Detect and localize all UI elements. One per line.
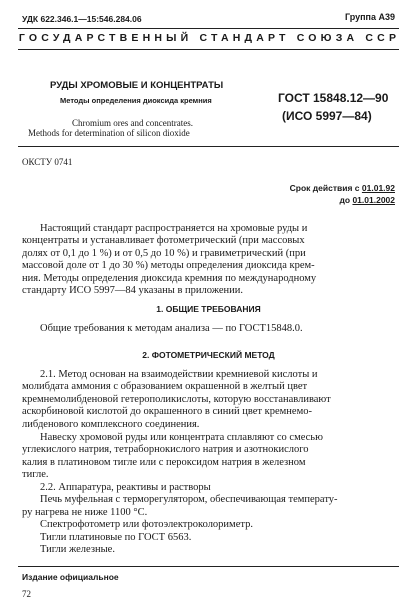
validity-end-label: до (339, 195, 351, 205)
okstu-code: ОКСТУ 0741 (22, 157, 73, 167)
gost-number: ГОСТ 15848.12—90 (278, 91, 389, 105)
page-number: 72 (22, 589, 31, 599)
method-line: аскорбиновой кислотой до окрашенного в синий цвет кремнемо- (22, 406, 312, 418)
validity-end-date: 01.01.2002 (352, 195, 395, 205)
method-line: молибдата аммония с образованием окрашенной в желтый цвет (22, 381, 308, 393)
method-line: 2.1. Метод основан на взаимодействии кремниевой кислоты и (40, 369, 318, 380)
sample-line: Навеску хромовой руды или концентрата сплавляют со смесью (40, 432, 323, 443)
intro-line: Настоящий стандарт распространяется на хромовые руды и (40, 223, 308, 234)
equipment-item: Печь муфельная с терморегулятором, обеспечивающая температу- (40, 494, 338, 506)
method-line: либденового комплексного соединения. (22, 418, 200, 430)
iso-number: (ИСО 5997—84) (282, 109, 372, 123)
subtitle-russian: Методы определения диоксида кремния (60, 96, 212, 105)
section1-paragraph (22, 323, 397, 335)
validity-start-label: Срок действия с (289, 183, 360, 193)
sample-line: углекислого натрия, тетраборнокислого натрия и азотнокислого (22, 444, 309, 456)
udk-code: УДК 622.346.1—15:546.284.06 (22, 14, 142, 24)
equipment-item: Тигли платиновые по ГОСТ 6563. (40, 531, 192, 543)
method-line: кремнемолибденовой гетерополикислоты, которую восстанавливают (22, 393, 331, 405)
section1-heading: 1. ОБЩИЕ ТРЕБОВАНИЯ (156, 304, 261, 314)
intro-line: концентраты и устанавливает фотометрический (при массовых (22, 235, 305, 247)
intro-line: ния. Методы определения диоксида кремния по международному (22, 272, 317, 284)
title-english-line1: Chromium ores and concentrates. (72, 118, 193, 128)
equipment-item: Тигли железные. (40, 544, 115, 556)
intro-line: массовой доле от 1 до 30 %) методы определения диоксида крем- (22, 260, 315, 272)
footer-rule (18, 566, 399, 567)
group-code: Группа А39 (344, 12, 395, 22)
official-edition-label: Издание официальное (22, 572, 119, 582)
section1-text: Общие требования к методам анализа — по ГОСТ15848.0. (40, 323, 303, 334)
equipment-item: ру нагрева не ниже 1100 °С. (22, 506, 148, 518)
validity-start-date: 01.01.92 (361, 183, 395, 193)
title-divider (18, 146, 399, 147)
sample-line: тигле. (22, 469, 49, 481)
sample-line: калия в платиновом тигле или с пероксидом натрия в железном (22, 456, 306, 468)
state-standard-banner: ГОСУДАРСТВЕННЫЙ СТАНДАРТ СОЮЗА ССР (18, 32, 401, 44)
validity-end (339, 195, 395, 205)
equipment-subheading: 2.2. Аппаратура, реактивы и растворы (40, 482, 211, 493)
validity-start (290, 183, 395, 193)
equipment-item: Спектрофотометр или фотоэлектроколориметр. (40, 519, 253, 531)
header-rule-top (18, 28, 399, 29)
header-rule-bottom (18, 49, 399, 50)
sample-paragraph (22, 432, 397, 482)
method-paragraph (22, 369, 397, 431)
intro-line: долях от 0,1 до 1 %) и от 0,5 до 10 %) и гравиметрический (при (22, 247, 306, 259)
title-english-line2: Methods for determination of silicon dioxide (28, 128, 190, 138)
equipment-section (22, 482, 397, 556)
intro-line: стандарту ИСО 5997—84 указаны в приложении. (22, 285, 244, 297)
intro-paragraph (22, 223, 397, 297)
section2-heading: 2. ФОТОМЕТРИЧЕСКИЙ МЕТОД (142, 350, 275, 360)
title-russian: РУДЫ ХРОМОВЫЕ И КОНЦЕНТРАТЫ (50, 80, 224, 91)
